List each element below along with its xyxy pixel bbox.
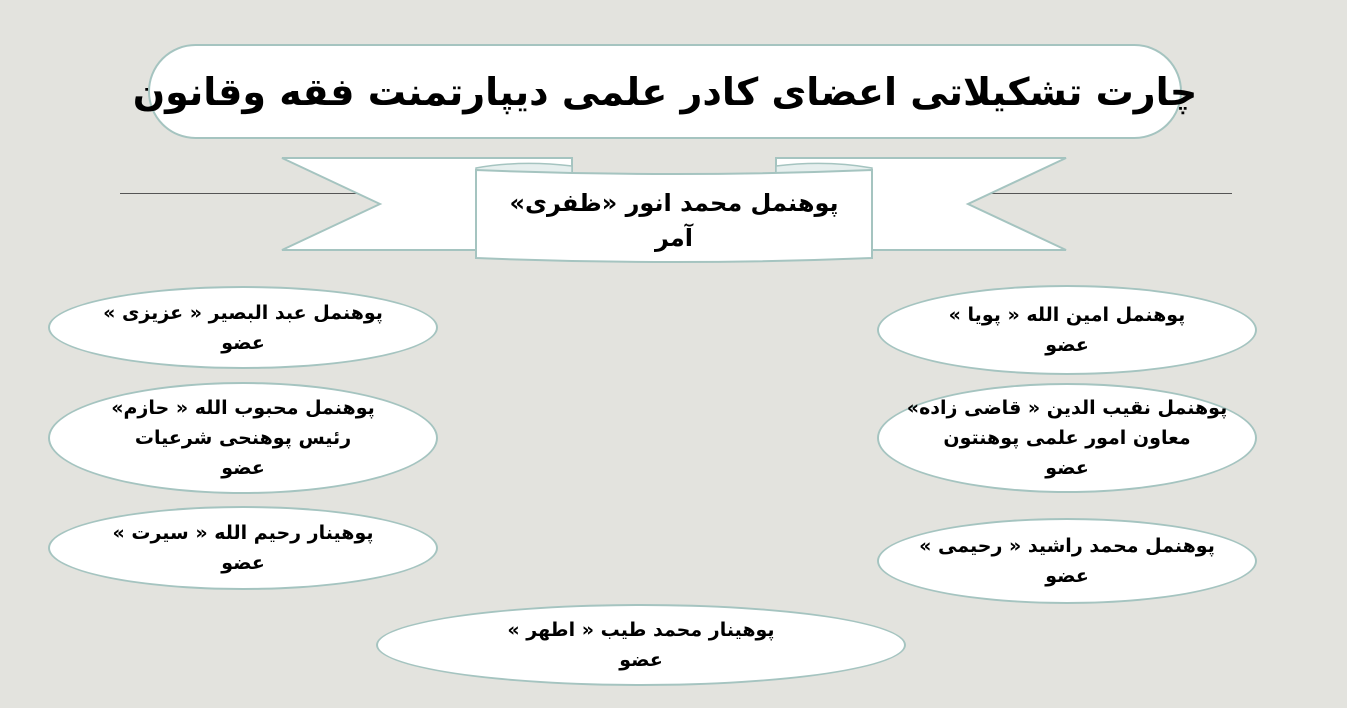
member-role: عضو <box>1045 565 1089 587</box>
member-role: عضو <box>221 552 265 574</box>
member-name: پوهینار رحیم الله « سیرت » <box>112 522 374 544</box>
chart-title: چارت تشکیلاتی اعضای کادر علمی دیپارتمنت فقه وقانون <box>132 69 1198 114</box>
member-role: عضو <box>619 649 663 671</box>
member-box-hazim <box>48 382 438 494</box>
member-box-sirat <box>48 506 438 590</box>
head-box <box>478 175 870 265</box>
member-role: عضو <box>1045 457 1089 479</box>
member-box-azizi <box>48 286 438 369</box>
member-name: پوهینار محمد طیب « اطهر » <box>507 619 775 641</box>
member-role: عضو <box>221 457 265 479</box>
member-position: رئیس پوهنحی شرعیات <box>134 427 352 449</box>
member-role: عضو <box>1045 334 1089 356</box>
head-role: آمر <box>654 224 693 252</box>
member-position: معاون امور علمی پوهنتون <box>943 427 1191 449</box>
member-name: پوهنمل امین الله « پویا » <box>948 304 1186 326</box>
member-box-athar <box>376 604 906 686</box>
head-name: پوهنمل محمد انور «ظفری» <box>509 189 839 217</box>
member-name: پوهنمل عبد البصیر « عزیزی » <box>103 301 383 324</box>
member-name: پوهنمل محمد راشید « رحیمی » <box>919 535 1215 557</box>
member-name: پوهنمل نقیب الدین « قاضی زاده» <box>906 397 1228 419</box>
member-box-pouya <box>877 285 1257 375</box>
member-box-rahimi <box>877 518 1257 604</box>
member-box-qazizada <box>877 383 1257 493</box>
member-role: عضو <box>221 331 265 354</box>
member-name: پوهنمل محبوب الله « حازم» <box>111 397 375 419</box>
